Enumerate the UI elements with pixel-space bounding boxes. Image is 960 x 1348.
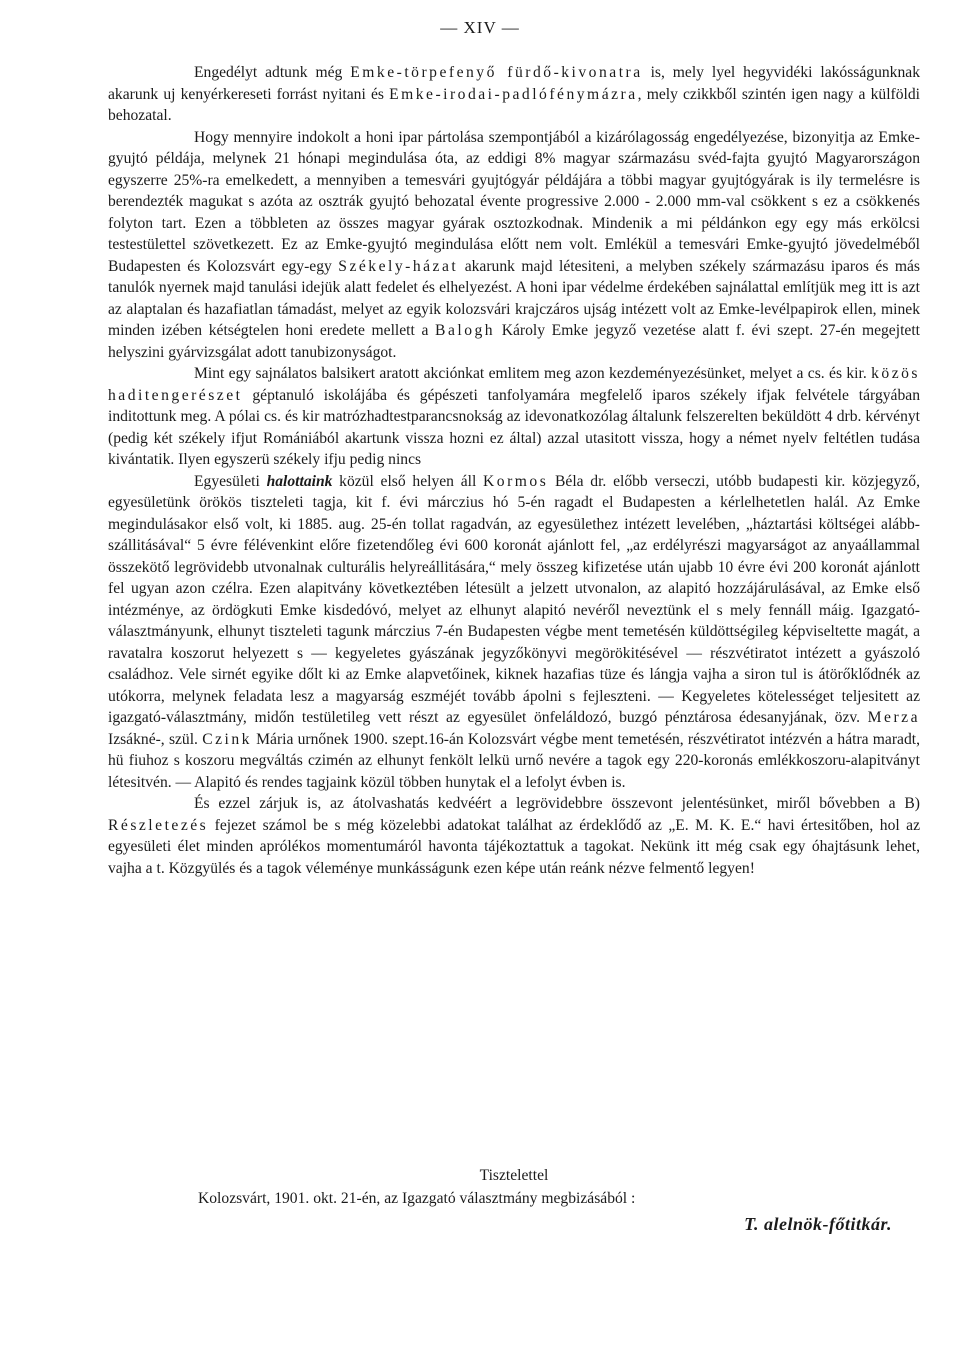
text-run: Izsákné-, szül. xyxy=(108,730,203,748)
emphasized-text: Emke-törpefenyő fürdő-kivonatra xyxy=(350,64,643,81)
body-text xyxy=(108,62,920,879)
emphasized-text: Czink xyxy=(202,730,252,748)
signature: T. alelnök-főtitkár. xyxy=(744,1214,892,1234)
text-run: És ezzel zárjuk is, az átolvashatás kedvéért a legrövidebbre összevont jelentésünket, miről bővebben a B) xyxy=(194,795,920,812)
page-number: — XIV — xyxy=(440,18,520,37)
emphasized-text: Részletezés xyxy=(108,816,209,834)
emphasized-text: Emke-irodai-padlófénymázra xyxy=(389,85,638,103)
paragraph xyxy=(108,62,920,127)
text-run: Engedélyt adtunk még xyxy=(194,64,351,81)
text-run: is, mely lyel hegyvidéki lakósságunknak akarunk uj kenyérkereseti forrást nyitani és xyxy=(108,64,920,103)
closing-greeting: Tisztelettel xyxy=(479,1167,549,1184)
text-run: Béla dr. előbb verseczi, utóbb budapesti kir. közjegyző, egyesületünk örökös tiszteleti tagja, kit f. évi márczius hó 5-én ragadt el Budapesten a kérlelhetetlen halál. Az Emke megindulásakor első volt, ki 1885. aug. 25-én tollat ragadván, az egyesülethez intézett levelében, „háztartási költségei alább-szállitásával“ 5 évre félévenkint előre fizetendőleg évi 600 koronát ajánlott fel, „az erdélyrészi magyarságot az anyaállammal összekötő legrövidebb utvonalnak culturális helyreállitására,“ mely összeg kifizetése után ujabb 10 évre évi 200 koronát ajánlott fel ugyan azon czélra. Ezen alapitvány következtében létesült a jelzett utvonalon, az alapitó hozzájárulásával, az Emke első intézménye, az ördögkuti Emke kisdedóvó, melyet az elhunyt alapitó nevéről neveztünk el s mely fennáll máig. Igazgató-választmányunk, elhunyt tiszteleti tagunk márczius 7-én Budapesten végbe ment temetésén küldöttségileg képviseltette magát, a ravatalra koszorut helyezett s — kegyeletes gyászának jegyzőkönyvi megörökitésével — részvétiratot intézett a gyászoló családhoz. Vele sirnét egyike dőlt ki az Emke alapvetőinek, kiknek hazafias tüze és lángja vajha a siron tul is átörőklődnék az utókorra, melynek feladata lesz a magyarság eszméjét tovább ápolni s fejleszteni. — Kegyeletes kötelességet teljesitett az igazgató-választmány, midőn testületileg vett részt az egyesület önfeláldozó, buzgó pénztárosa édesanyjának, özv. xyxy=(108,472,920,726)
emphasized-text: Balogh xyxy=(435,322,496,339)
text-run: közül első helyen áll xyxy=(332,472,484,490)
text-run: Mint egy sajnálatos balsikert aratott akciónkat emlitem meg azon kezdeményezésünket, melyet a cs. és kir. xyxy=(194,365,872,382)
text-run: Mária urnőnek 1900. szept.16-án Kolozsvárt végbe ment temetésén, részvétiratot intézvén a hátra maradt, hü fiuhoz s koszoru megváltás czimén az elhunyt fenkölt lelkü urnő nevére a tagok egy 220-koronás emlékkoszoru-alapitványt létesitvén. — Alapitó és rendes tagjaink közül többen hunytak el a lefolyt évben is. xyxy=(108,730,920,791)
text-run: Hogy mennyire indokolt a honi ipar pártolása szempontjából a kizárólagosság engedélyezése, bizonyitja az Emke-gyujtó példája, melynek 21 hónapi megindulása óta, az eddigi 8% magyar származásu svéd-fajta gyujtó Magyarországon egyszerre 25%-ra emelkedett, a mennyiben a temesvári gyujtógyár példájára a többi magyar gyujtógyárak is ily termelésre is berendezték magukat s azóta az osztrák gyujtó behozatal évente progressive 2.000 - 2.000 mm-val csökkent s ez a csökkenés folyton tart. Ezen a többleten az összes magyar gyárak osztozkodnak. Mindenik a mi példánkon egy egy más erkölcsi testestülettel szövetkezett. Ez az Emke-gyujtó megindulása előtt nem volt. Emlékül a temesvári Emke-gyujtó jövedelméből Budapesten és Kolozsvárt egy-egy xyxy=(108,128,920,275)
emphasized-text: halottaink xyxy=(266,472,333,490)
emphasized-text: Merza xyxy=(867,709,920,726)
text-run: fejezet számol be s még közelebbi adatokat találhat az érdeklődő az „E. M. K. E.“ havi értesitőben, hol az egyesületi élet minden aprólékos momentumáról havonta tájékoztattuk a tagokat. Nekünk itt még csak egy óhajtásunk lehet, vajha a t. Közgyülés és a tagok véleménye munkásságunk ezen képe után reánk nézve felmentő legyen! xyxy=(108,816,920,877)
emphasized-text: Kormos xyxy=(483,472,549,490)
paragraph xyxy=(108,793,920,879)
paragraph xyxy=(108,363,920,471)
text-run: géptanuló iskolájába és gépészeti tanfolyamára megfelelő iparos székely ifjak felvétele tárgyában inditottunk meg. A pólai cs. és kir matrózhadtestparancsnokság az idevonatkozólag általunk felszerelten beküldött 4 drb. kérvényt (pedig két székely ifjut Romániából akartunk vissza hozni ez által) azzal utasitott vissza, hogy a német nyelv feltétlen tudása kivántatik. Ilyen egyszerü székely ifju pedig nincs xyxy=(108,386,920,468)
text-run: , mely czikkből szintén igen nagy a külföldi behozatal. xyxy=(108,85,920,124)
emphasized-text: Székely-házat xyxy=(338,257,459,275)
text-run: Károly Emke jegyző vezetése alatt f. évi szept. 27-én megejtett helyszini gyárvizsgálat adott tanubizonyságot. xyxy=(108,322,920,361)
text-run: akarunk majd létesiteni, a melyben székely származásu iparos és más tanulók nyernek majd tanulási idejük alatt fedelet és elhelyezést. A honi ipar védelme érdekében sajnálattal említjük meg itt is azt az alaptalan és hazafiatlan támadást, melyet az egyik kolozsvári krajczáros ujság intézett volt az Emke-levélpapirok ellen, minek minden izében kétségtelen honi eredete mellett a xyxy=(108,257,921,339)
closing-dateline: Kolozsvárt, 1901. okt. 21-én, az Igazgató választmány megbizásából : xyxy=(198,1190,636,1207)
paragraph xyxy=(108,127,920,364)
text-run: Egyesületi xyxy=(194,472,267,490)
paragraph xyxy=(108,471,920,794)
emphasized-text: közös haditengerészet xyxy=(108,365,920,404)
